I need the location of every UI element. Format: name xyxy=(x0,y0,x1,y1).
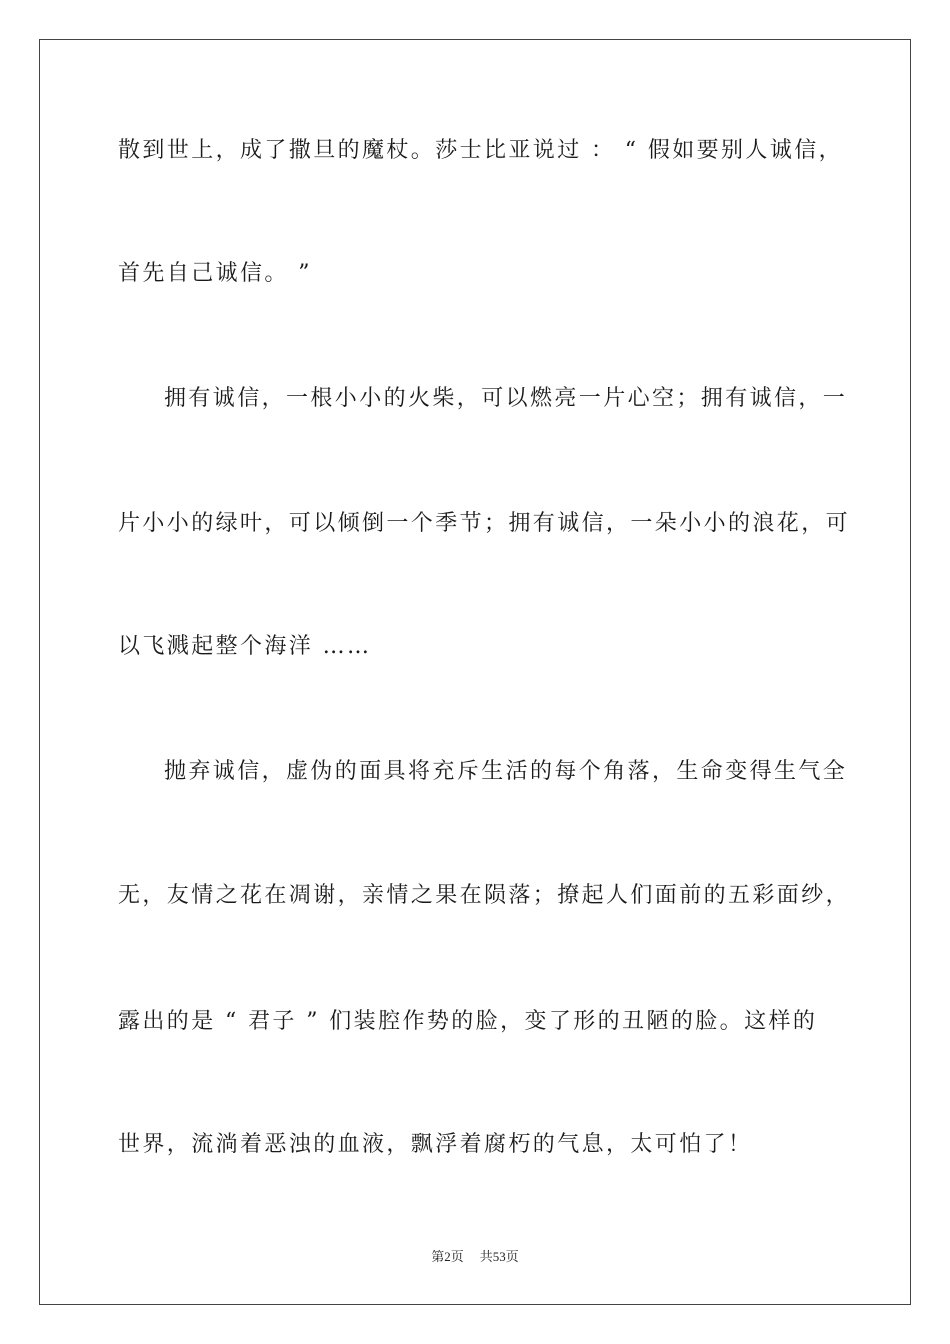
paragraph-start-line: 抛弃诚信，虚伪的面具将充斥生活的每个角落，生命变得生气全 xyxy=(164,759,848,784)
page-total: 共53页 xyxy=(479,1249,519,1264)
text-line: 首先自己诚信。 ” xyxy=(118,261,312,286)
page-footer xyxy=(0,1248,950,1266)
text-line: 世界，流淌着恶浊的血液，飘浮着腐朽的气息，太可怕了！ xyxy=(118,1132,753,1157)
text-line: 散到世上，成了撒旦的魔杖。莎士比亚说过 ： “ 假如要别人诚信， xyxy=(118,138,844,163)
text-line: 以飞溅起整个海洋 …… xyxy=(118,634,372,659)
text-line: 露出的是 “ 君子 ” 们装腔作势的脸，变了形的丑陋的脸。这样的 xyxy=(118,1009,818,1034)
page-border xyxy=(39,39,911,1305)
paragraph-start-line: 拥有诚信，一根小小的火柴，可以燃亮一片心空；拥有诚信，一 xyxy=(164,386,848,411)
page-number: 第2页 xyxy=(431,1249,464,1264)
text-line: 片小小的绿叶，可以倾倒一个季节；拥有诚信，一朵小小的浪花，可 xyxy=(118,511,851,536)
text-line: 无，友情之花在凋谢，亲情之果在陨落；撩起人们面前的五彩面纱， xyxy=(118,883,851,908)
